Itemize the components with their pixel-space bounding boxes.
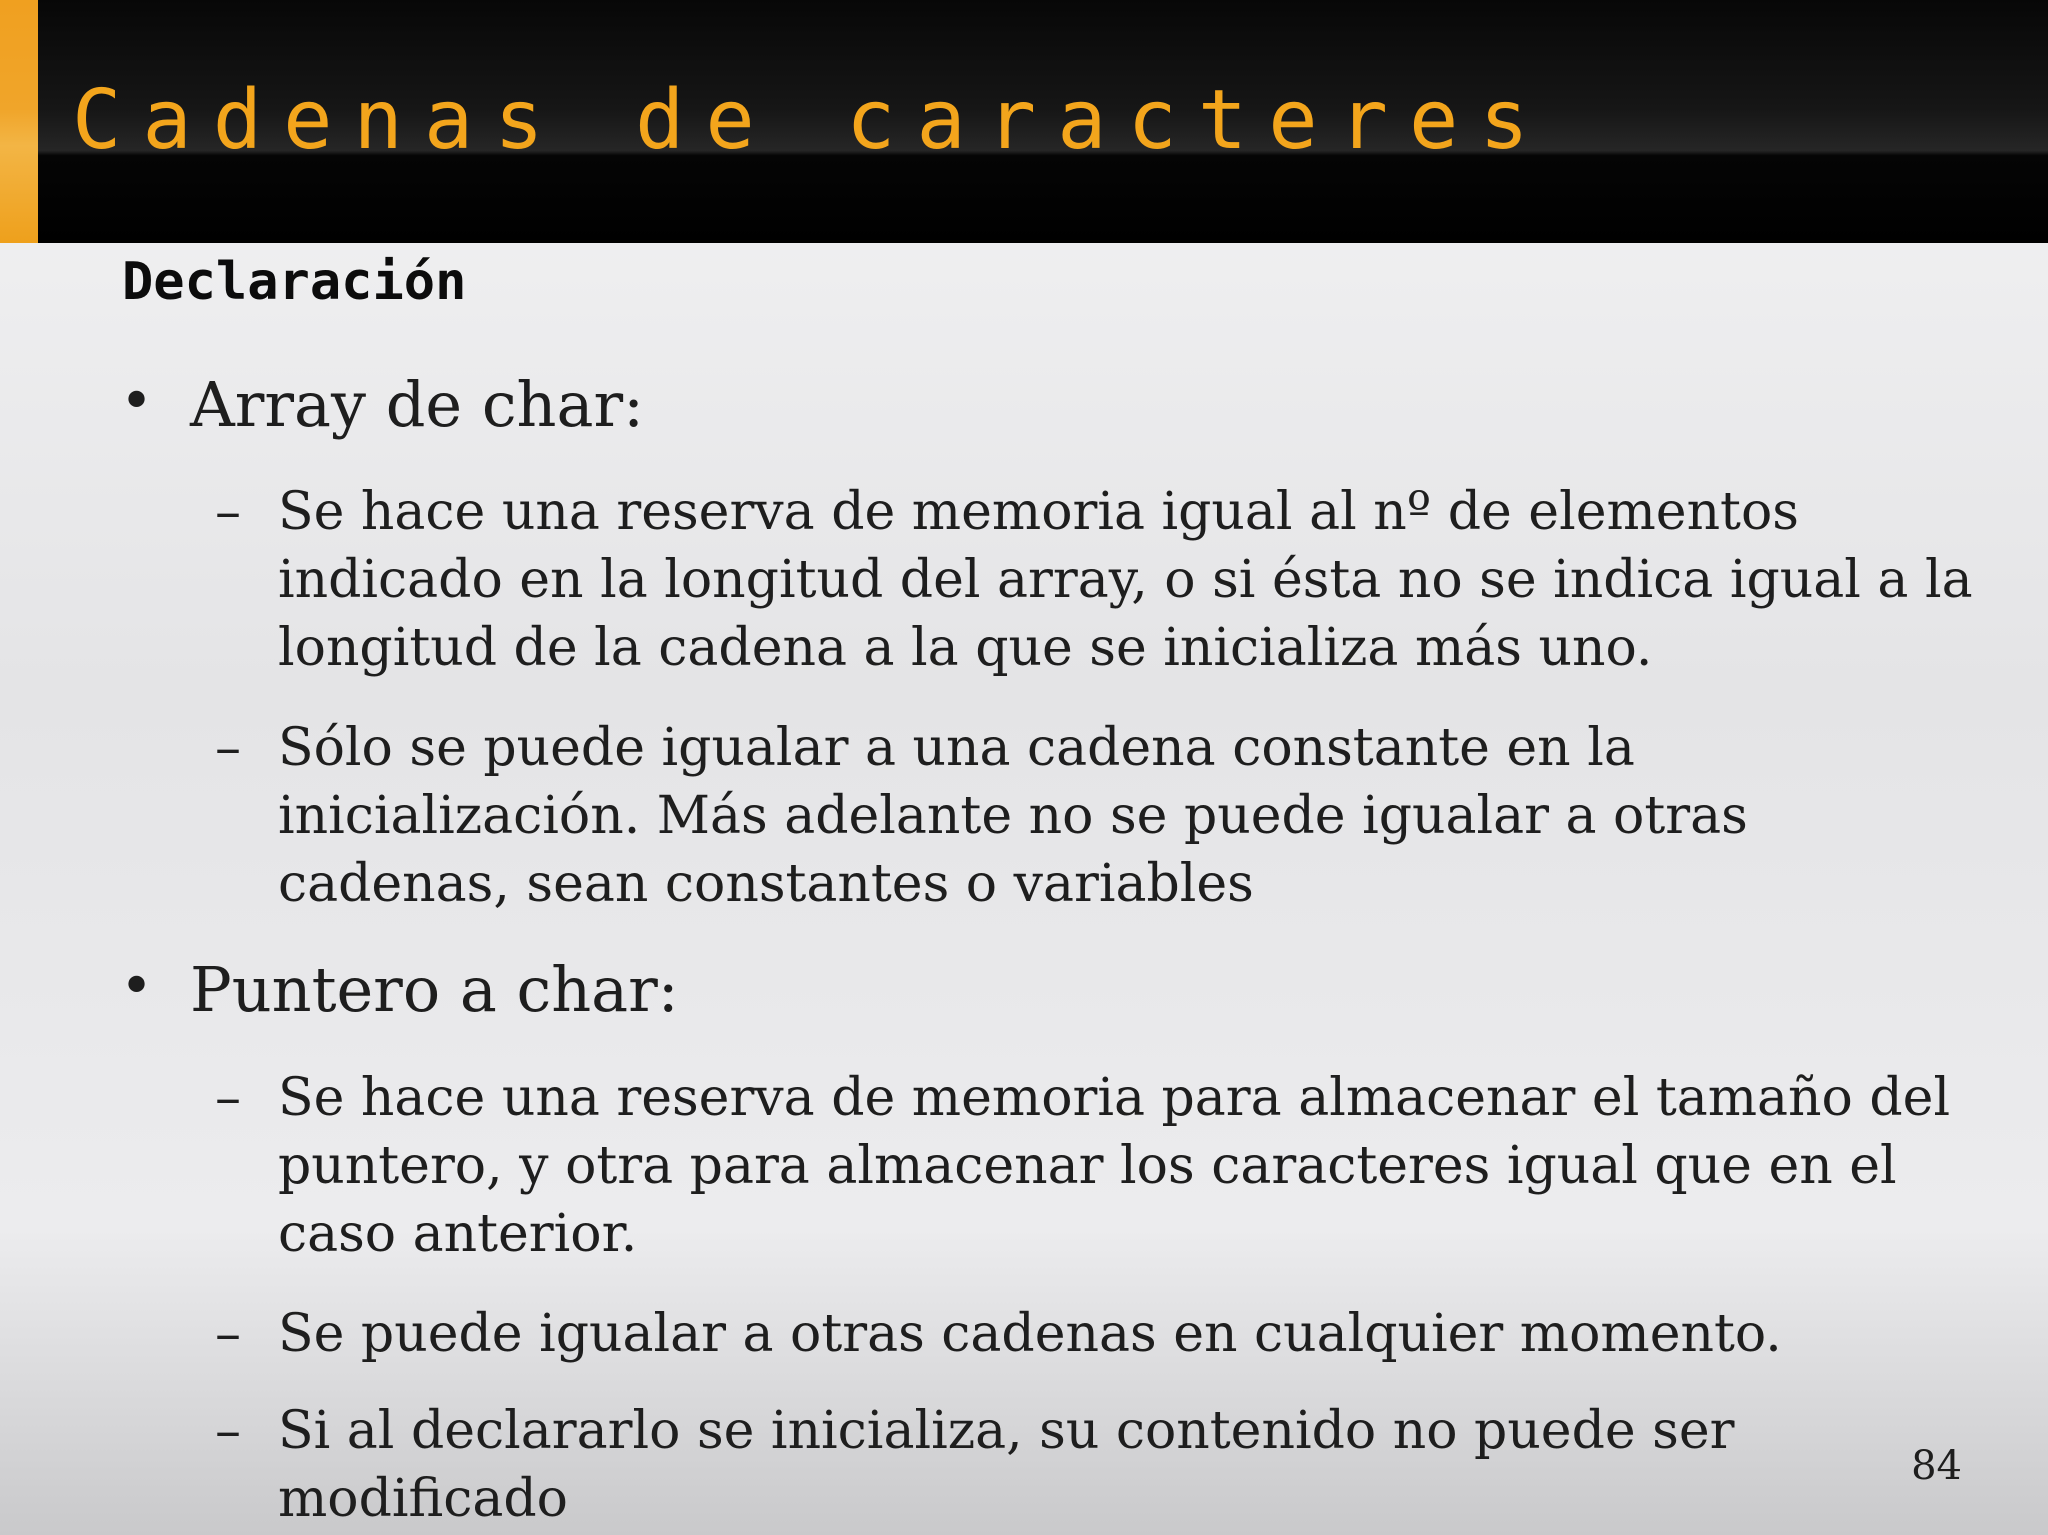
bullet-glyph: •	[120, 369, 154, 434]
dash-glyph: –	[215, 1304, 241, 1364]
sub-bullet-text: Se hace una reserva de memoria igual al nº de elementos indicado en la longitud del array, o si ésta no se indica igual a la longitud de la cadena a la que se inicializa más uno.	[278, 482, 1973, 678]
bullet-label: Array de char:	[190, 368, 644, 441]
sub-bullet-text: Si al declararlo se inicializa, su contenido no puede ser modificado	[278, 1401, 1735, 1529]
dash-glyph: –	[215, 718, 241, 778]
accent-bar	[0, 0, 38, 243]
sub-bullet-text: Se puede igualar a otras cadenas en cualquier momento.	[278, 1304, 1782, 1364]
sub-bullet-text: Se hace una reserva de memoria para almacenar el tamaño del puntero, y otra para almacenar los caracteres igual que en el caso anterior.	[278, 1068, 1951, 1264]
sub-bullet-text: Sólo se puede igualar a una cadena constante en la inicialización. Más adelante no se puede igualar a otras cadenas, sean constantes o variables	[278, 718, 1748, 914]
dash-glyph: –	[215, 1068, 241, 1128]
section-subtitle: Declaración	[122, 252, 467, 312]
dash-glyph: –	[215, 482, 241, 542]
bullet-glyph: •	[120, 954, 154, 1019]
page-number: 84	[1911, 1443, 1962, 1489]
dash-glyph: –	[215, 1401, 241, 1461]
bullet-label: Puntero a char:	[190, 953, 679, 1026]
slide-title: Cadenas de caracteres	[72, 73, 1550, 168]
